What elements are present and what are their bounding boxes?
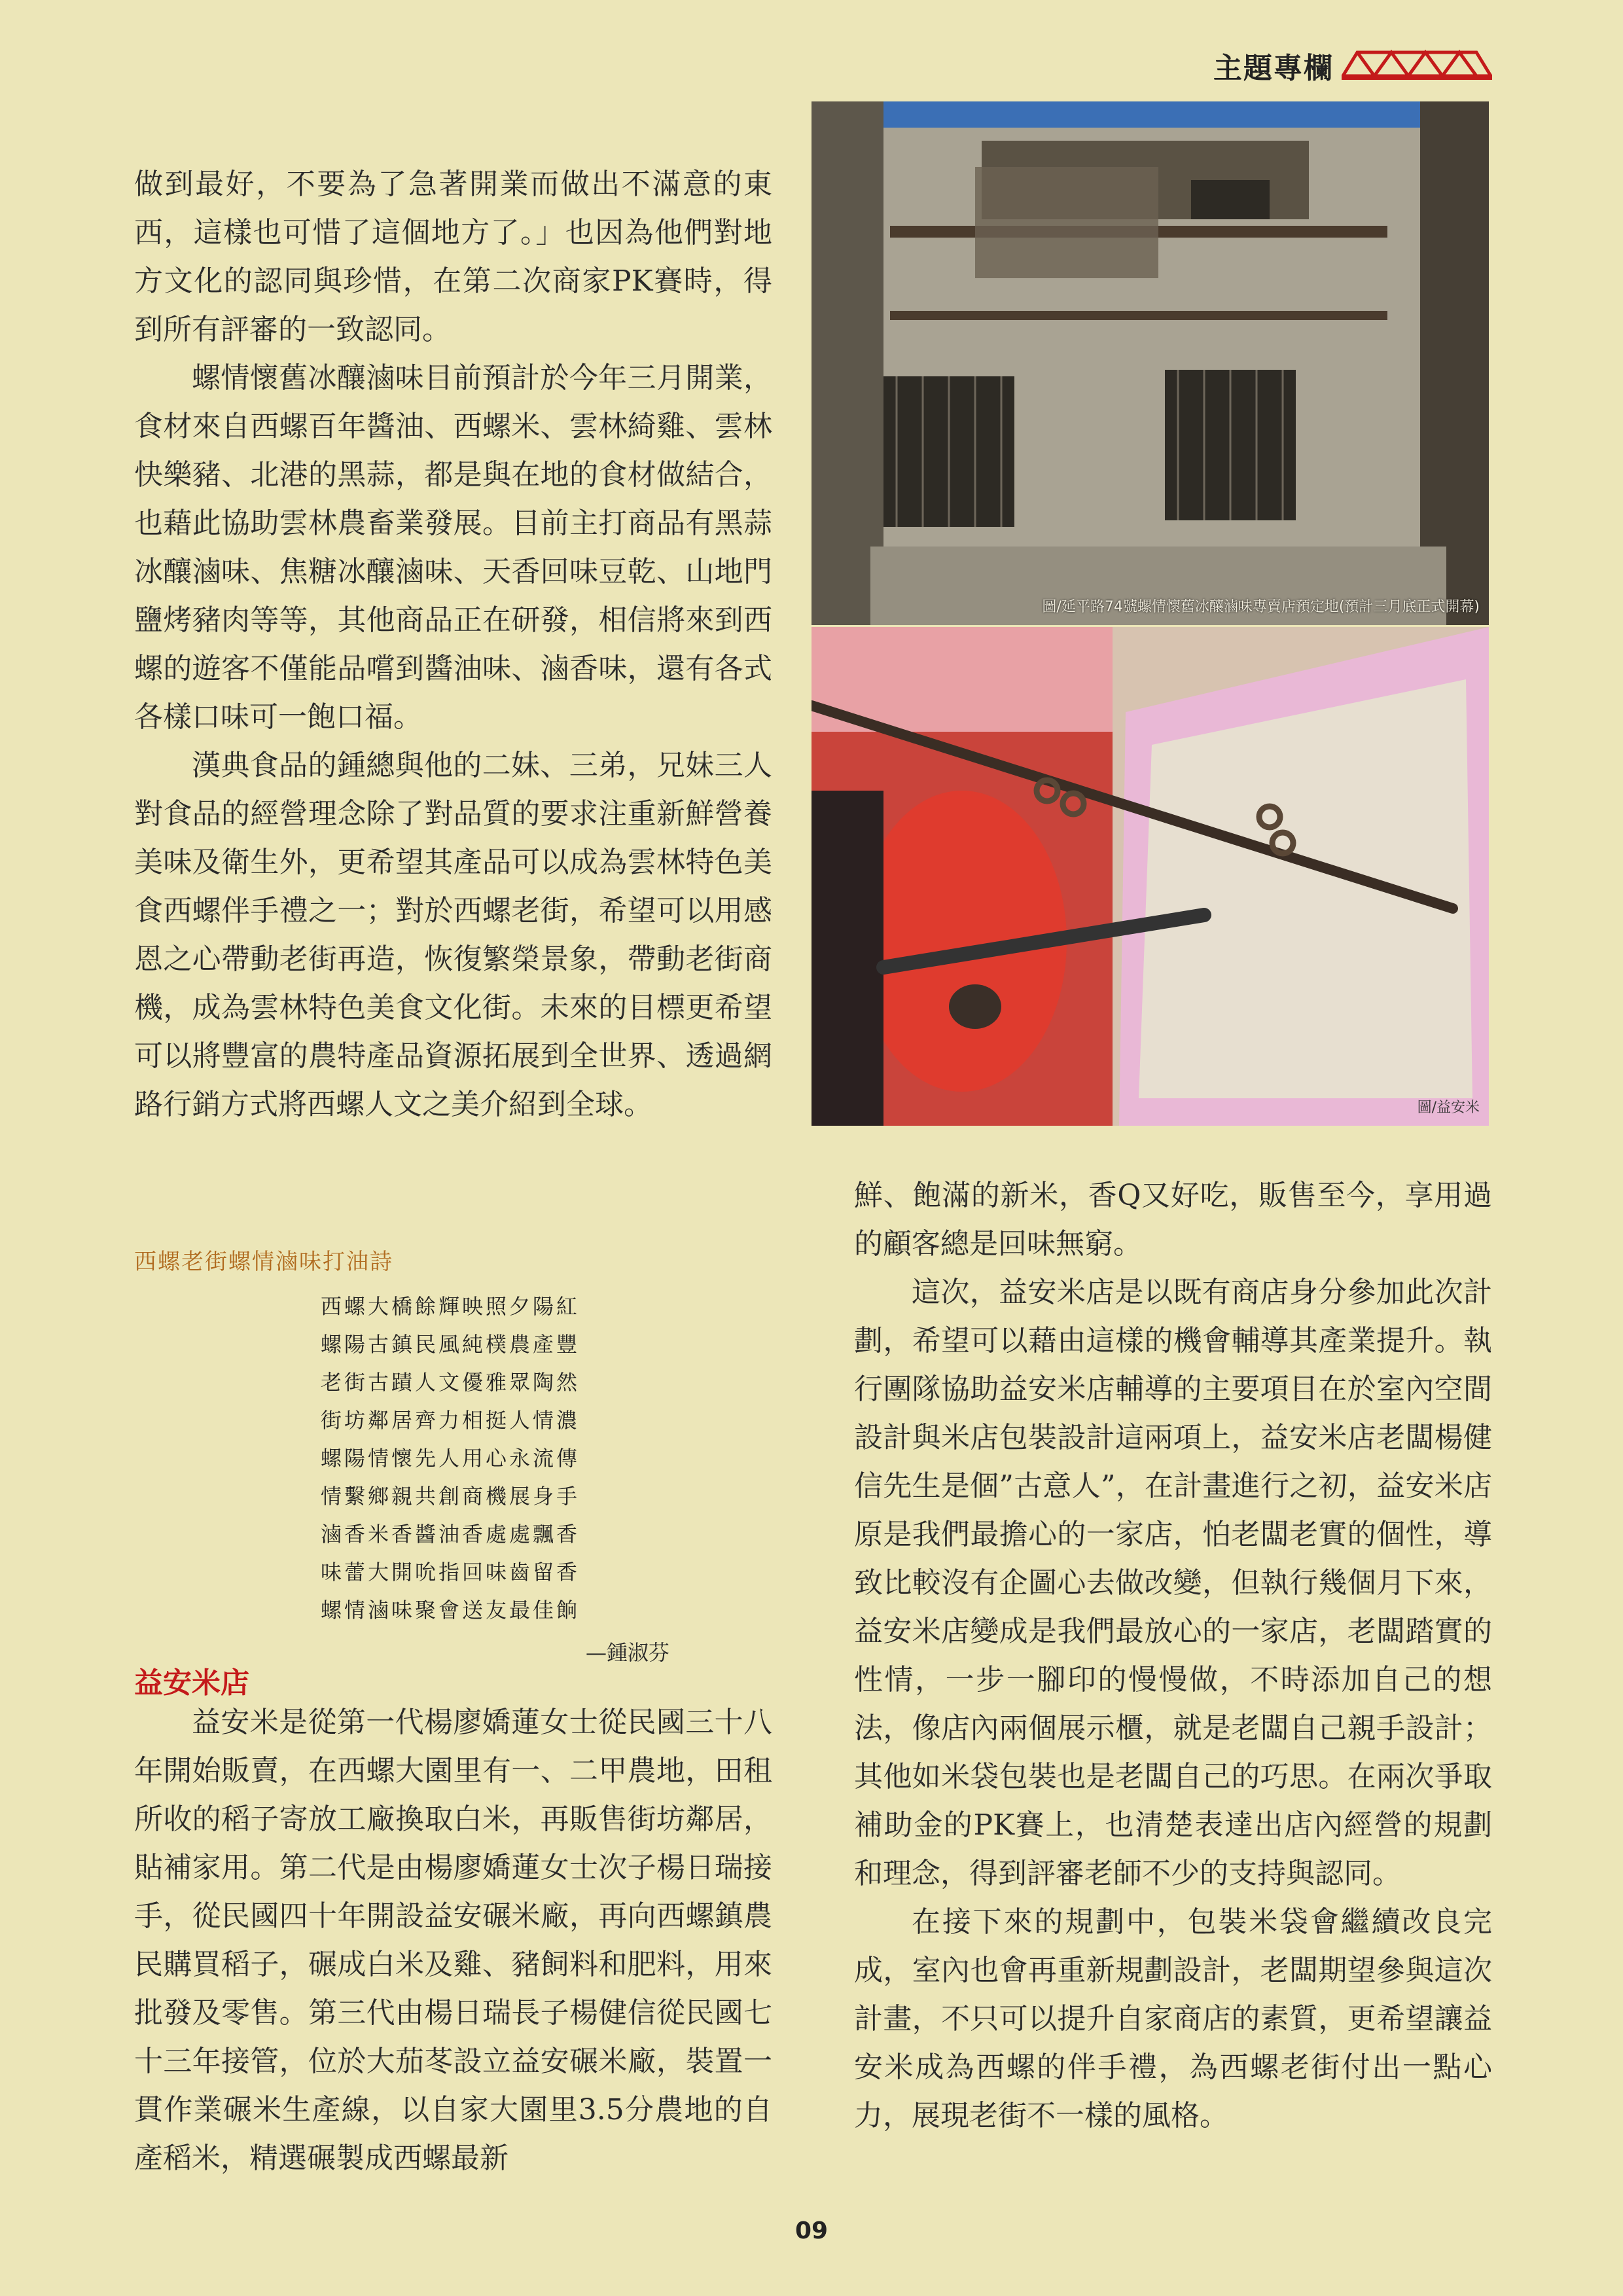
paragraph: 漢典食品的鍾總與他的二妹、三弟，兄妹三人對食品的經營理念除了對品質的要求注重新鮮營養美味及衛生外，更希望其產品可以成為雲林特色美食西螺伴手禮之一；對於西螺老街，希望可以用感恩之心帶動老街再造，恢復繁榮景象，帶動老街商機，成為雲林特色美食文化街。未來的目標更希望可以將豐富的農特產品資源拓展到全世界、透過網路行銷方式將西螺人文之美介紹到全球。 — [134, 749, 772, 1121]
header-title: 主題專欄 — [1213, 52, 1334, 85]
poem-line: 螺情滷味聚會送友最佳餉 — [321, 1598, 580, 1623]
left-column-top — [134, 160, 772, 1129]
paragraph: 做到最好，不要為了急著開業而做出不滿意的東西，這樣也可惜了這個地方了。」也因為他們對地方文化的認同與珍惜，在第二次商家PK賽時，得到所有評審的一致認同。 — [134, 168, 772, 346]
rice-photo-image — [812, 627, 1489, 1126]
poem-line: 西螺大橋餘輝映照夕陽紅 — [321, 1294, 580, 1319]
poem-line: 螺陽情懷先人用心永流傳 — [321, 1446, 580, 1471]
column-header — [1204, 41, 1492, 86]
building-photo-image — [812, 101, 1489, 625]
poem-line: 情繫鄉親共創商機展身手 — [321, 1484, 580, 1509]
photo-caption: 圖/延平路74號螺情懷舊冰釀滷味專賣店預定地(預計三月底正式開幕) — [1042, 599, 1480, 615]
poem-line: 老街古蹟人文優雅眾陶然 — [321, 1370, 580, 1395]
paragraph: 在接下來的規劃中，包裝米袋會繼續改良完成，室內也會再重新規劃設計，老闆期望參與這次計畫，不只可以提升自家商店的素質，更希望讓益安米成為西螺的伴手禮，為西螺老街付出一點心力，展現老街不一樣的風格。 — [854, 1905, 1492, 2132]
paragraph: 益安米是從第一代楊廖嬌蓮女士從民國三十八年開始販賣，在西螺大園里有一、二甲農地，田租所收的稻子寄放工廠換取白米，再販售街坊鄰居，貼補家用。第二代是由楊廖嬌蓮女士次子楊日瑞接手，從民國四十年開設益安碾米廠，再向西螺鎮農民購買稻子，碾成白米及雞、豬飼料和肥料，用來批發及零售。第三代由楊日瑞長子楊健信從民國七十三年接管，位於大茄苳設立益安碾米廠，裝置一貫作業碾米生產線，以自家大園里3.5分農地的自產稻米，精選碾製成西螺最新 — [134, 1706, 772, 2175]
page-number: 09 — [794, 2217, 829, 2244]
poem-line: 螺陽古鎮民風純樸農產豐 — [321, 1332, 580, 1357]
right-column — [854, 1172, 1492, 2140]
poem-block — [134, 1244, 723, 1672]
poem-line: 味蕾大開吮指回味齒留香 — [321, 1560, 580, 1585]
paragraph: 這次，益安米店是以既有商店身分參加此次計劃，希望可以藉由這樣的機會輔導其產業提升。執行團隊協助益安米店輔導的主要項目在於室內空間設計與米店包裝設計這兩項上，益安米店老闆楊健信先生是個”古意人”，在計畫進行之初，益安米店原是我們最擔心的一家店，怕老闆老實的個性，導致比較沒有企圖心去做改變，但執行幾個月下來，益安米店變成是我們最放心的一家店，老闆踏實的性情，一步一腳印的慢慢做，不時添加自己的想法，像店內兩個展示櫃，就是老闆自己親手設計；其他如米袋包裝也是老闆自己的巧思。在兩次爭取補助金的PK賽上，也清楚表達出店內經營的規劃和理念，得到評審老師不少的支持與認同。 — [854, 1276, 1492, 1890]
poem-title: 西螺老街螺情滷味打油詩 — [134, 1249, 393, 1275]
photo-caption: 圖/益安米 — [1417, 1100, 1480, 1116]
rice-photo — [812, 627, 1489, 1126]
building-photo — [812, 101, 1489, 625]
bridge-logo-icon — [1342, 45, 1492, 81]
paragraph: 鮮、飽滿的新米，香Q又好吃，販售至今，享用過的顧客總是回味無窮。 — [854, 1179, 1492, 1261]
paragraph: 螺情懷舊冰釀滷味目前預計於今年三月開業，食材來自西螺百年醬油、西螺米、雲林綺雞、雲林快樂豬、北港的黑蒜，都是與在地的食材做結合，也藉此協助雲林農畜業發展。目前主打商品有黑蒜冰釀滷味、焦糖冰釀滷味、天香回味豆乾、山地門鹽烤豬肉等等，其他商品正在研發，相信將來到西螺的遊客不僅能品嚐到醬油味、滷香味，還有各式各樣口味可一飽口福。 — [134, 361, 772, 734]
left-column-bottom — [134, 1698, 772, 2183]
poem-author: —鍾淑芬 — [586, 1640, 670, 1665]
poem-line: 滷香米香醬油香處處飄香 — [321, 1522, 580, 1547]
section-heading: 益安米店 — [134, 1666, 249, 1700]
poem-line: 街坊鄰居齊力相挺人情濃 — [321, 1408, 580, 1433]
